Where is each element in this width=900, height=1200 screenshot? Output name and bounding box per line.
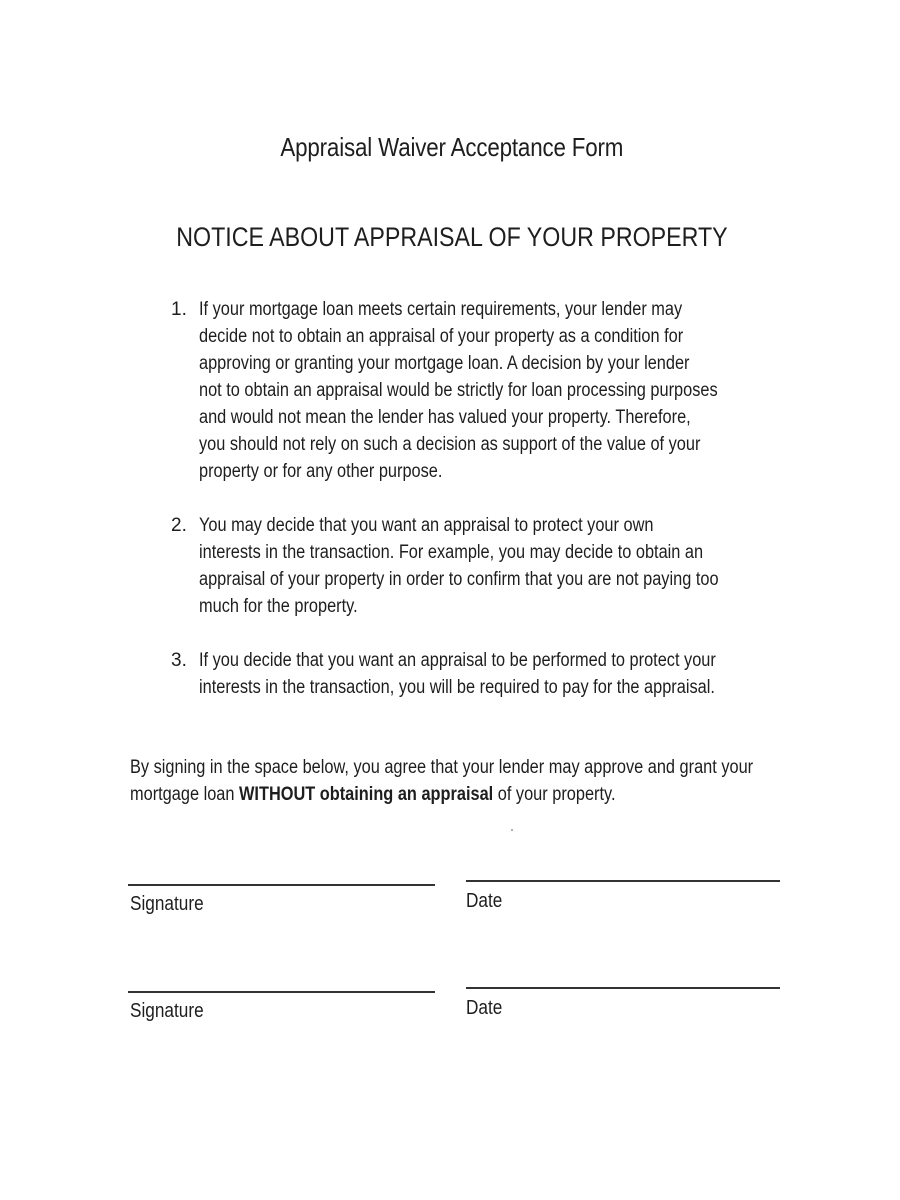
text-line: appraisal of your property in order to confirm that you are not paying too xyxy=(199,569,719,590)
text-line: You may decide that you want an appraisal to protect your own xyxy=(199,515,654,536)
text-line: and would not mean the lender has valued your property. Therefore, xyxy=(199,407,691,428)
date-label: Date xyxy=(466,997,503,1019)
scan-speck xyxy=(511,829,513,831)
signature-label: Signature xyxy=(130,1000,204,1022)
list-item-number: 3. xyxy=(171,650,187,671)
agreement-bold-text: WITHOUT obtaining an appraisal xyxy=(239,784,494,805)
text-line: much for the property. xyxy=(199,596,358,617)
agreement-line-2 xyxy=(130,781,801,808)
text-line: If your mortgage loan meets certain requirements, your lender may xyxy=(199,299,683,320)
notice-heading: NOTICE ABOUT APPRAISAL OF YOUR PROPERTY xyxy=(176,222,728,252)
text-line: interests in the transaction. For example, you may decide to obtain an xyxy=(199,542,704,563)
list-item-text xyxy=(199,647,715,701)
text-line: decide not to obtain an appraisal of your property as a condition for xyxy=(199,326,684,347)
signature-line[interactable] xyxy=(128,884,435,886)
list-item-number: 2. xyxy=(171,515,187,536)
signature-line[interactable] xyxy=(128,991,435,993)
agreement-suffix: of your property. xyxy=(493,784,616,805)
agreement-prefix: mortgage loan xyxy=(130,784,240,805)
agreement-paragraph xyxy=(130,754,801,808)
date-line[interactable] xyxy=(466,987,780,989)
agreement-line-1: By signing in the space below, you agree that your lender may approve and grant your xyxy=(130,757,754,778)
list-item-text xyxy=(199,512,719,620)
signature-label: Signature xyxy=(130,893,204,915)
text-line: property or for any other purpose. xyxy=(199,461,443,482)
form-title: Appraisal Waiver Acceptance Form xyxy=(280,132,624,162)
date-label: Date xyxy=(466,890,503,912)
list-item-number: 1. xyxy=(171,299,187,320)
text-line: If you decide that you want an appraisal to be performed to protect your xyxy=(199,650,716,671)
text-line: you should not rely on such a decision as support of the value of your xyxy=(199,434,701,455)
text-line: interests in the transaction, you will be required to pay for the appraisal. xyxy=(199,677,715,698)
list-item-text xyxy=(199,296,718,485)
text-line: not to obtain an appraisal would be strictly for loan processing purposes xyxy=(199,380,718,401)
text-line: approving or granting your mortgage loan. A decision by your lender xyxy=(199,353,690,374)
date-line[interactable] xyxy=(466,880,780,882)
